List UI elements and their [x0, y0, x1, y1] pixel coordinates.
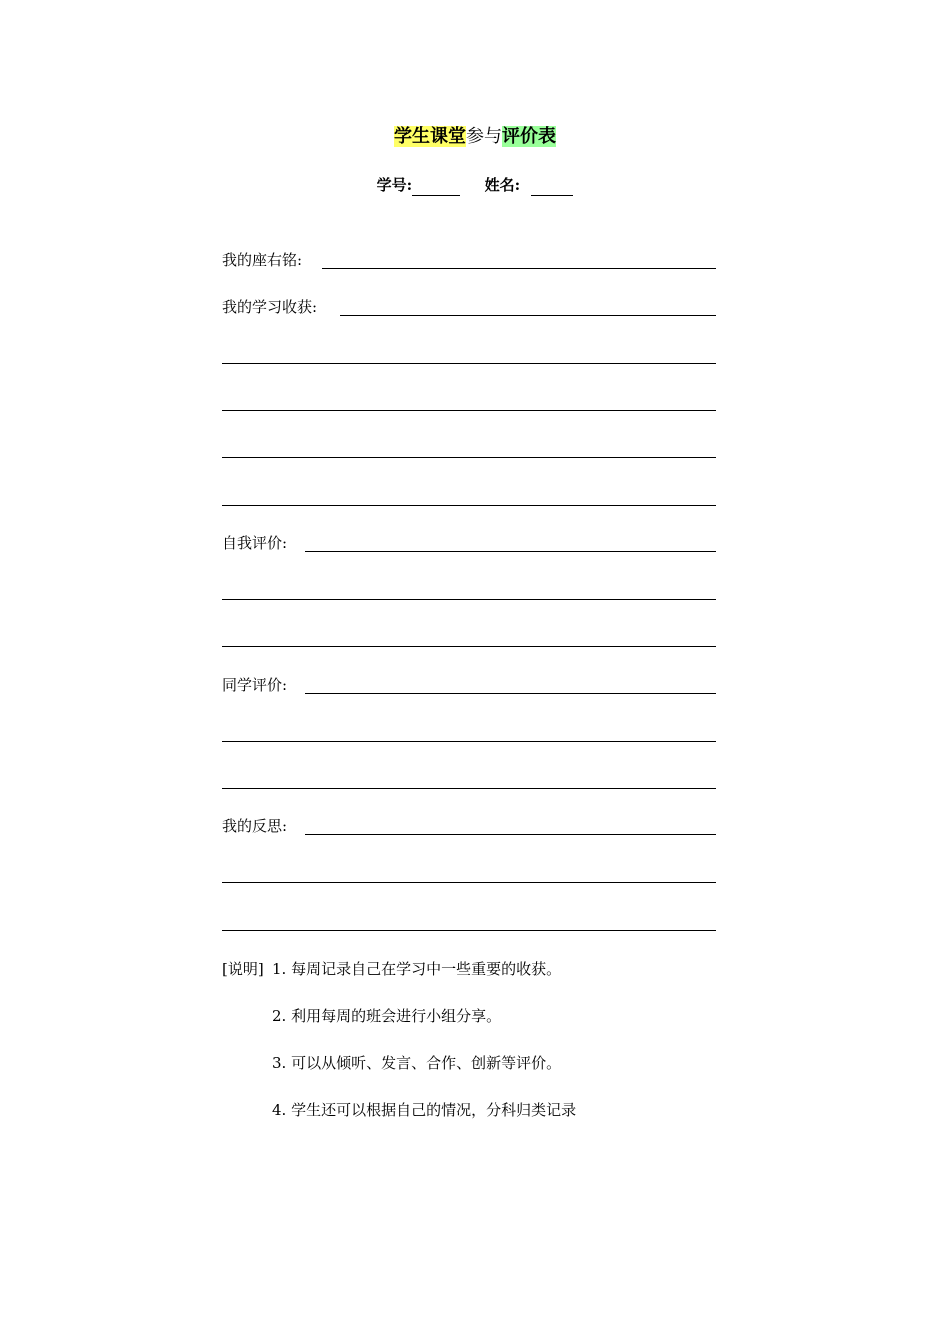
- reflection-input-line[interactable]: [305, 834, 716, 835]
- name-blank[interactable]: [531, 179, 573, 196]
- student-no-blank[interactable]: [412, 179, 460, 196]
- reflection-row: [222, 809, 716, 835]
- title-highlight-yellow: 学生课堂: [394, 126, 466, 147]
- student-no-label: 学号:: [376, 176, 413, 194]
- gains-input-line[interactable]: [340, 315, 716, 316]
- name-label: 姓名:: [484, 176, 521, 194]
- peer-eval-input-line[interactable]: [305, 693, 716, 694]
- gains-label: 我的学习收获:: [222, 298, 318, 316]
- gains-extra-line-3[interactable]: [222, 457, 716, 458]
- self-eval-extra-line-1[interactable]: [222, 599, 716, 600]
- title-middle: 参与: [466, 126, 502, 147]
- motto-input-line[interactable]: [322, 268, 716, 269]
- note-item-1: 1. 每周记录自己在学习中一些重要的收获。: [272, 960, 562, 978]
- note-item-4: 4. 学生还可以根据自己的情况，分科归类记录: [272, 1101, 577, 1119]
- motto-row: [222, 243, 716, 269]
- peer-eval-label: 同学评价:: [222, 676, 288, 694]
- reflection-extra-line-1[interactable]: [222, 882, 716, 883]
- gains-extra-line-1[interactable]: [222, 363, 716, 364]
- peer-eval-row: [222, 668, 716, 694]
- title-highlight-green: 评价表: [502, 126, 556, 147]
- self-eval-extra-line-2[interactable]: [222, 646, 716, 647]
- id-line: [0, 174, 950, 196]
- page-title: [0, 124, 950, 150]
- reflection-extra-line-2[interactable]: [222, 930, 716, 931]
- gains-row: [222, 290, 716, 316]
- gains-extra-line-2[interactable]: [222, 410, 716, 411]
- gains-extra-line-4[interactable]: [222, 505, 716, 506]
- reflection-label: 我的反思:: [222, 817, 288, 835]
- note-item-3: 3. 可以从倾听、发言、合作、创新等评价。: [272, 1054, 562, 1072]
- motto-label: 我的座右铭:: [222, 251, 303, 269]
- peer-eval-extra-line-1[interactable]: [222, 741, 716, 742]
- self-eval-input-line[interactable]: [305, 551, 716, 552]
- self-eval-row: [222, 526, 716, 552]
- notes-prefix: [说明]: [222, 960, 264, 978]
- self-eval-label: 自我评价:: [222, 534, 288, 552]
- note-item-2: 2. 利用每周的班会进行小组分享。: [272, 1007, 502, 1025]
- peer-eval-extra-line-2[interactable]: [222, 788, 716, 789]
